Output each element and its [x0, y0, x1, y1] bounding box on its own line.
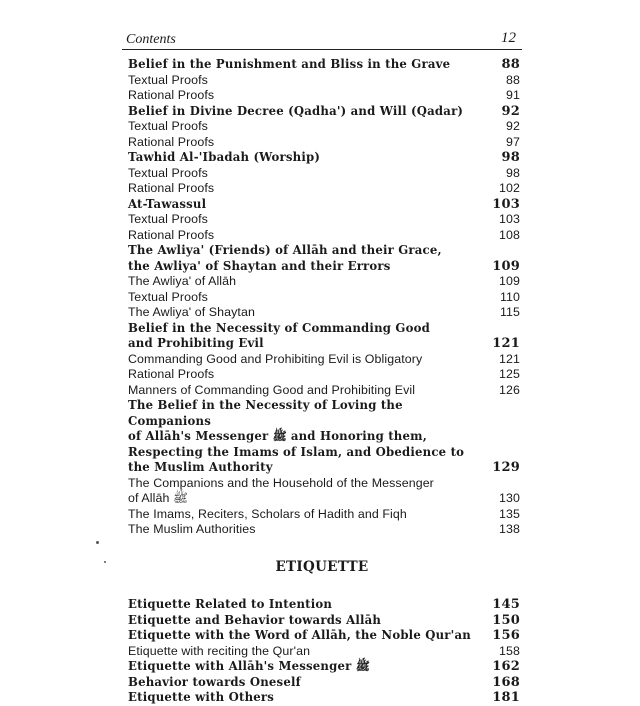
toc-entry-page: 115	[499, 305, 520, 319]
toc-entry-page: 138	[499, 522, 520, 536]
toc-entry-page: 97	[506, 134, 520, 149]
toc-entry	[128, 166, 520, 182]
toc-entry-page: 88	[501, 57, 520, 72]
toc-entry-title: Etiquette with the Word of Allāh, the Noble Qur'an	[128, 628, 471, 642]
toc-entry-page: 150	[492, 612, 520, 628]
toc-entry-title: Rational Proofs	[128, 134, 215, 149]
toc-entry-title: Rational Proofs	[128, 367, 215, 381]
toc-entry	[128, 119, 520, 135]
toc-entry	[128, 243, 520, 274]
toc-entry	[128, 135, 520, 151]
toc-entry-title: Rational Proofs	[128, 88, 215, 102]
toc-entry	[128, 73, 520, 89]
toc-entry-page: 102	[499, 181, 520, 195]
toc-entry	[128, 476, 520, 507]
book-page	[122, 30, 522, 705]
toc-entry-title: The Awliya' of Allāh	[128, 274, 237, 288]
toc-entry	[128, 352, 520, 368]
toc-entry-title: Tawhid Al-'Ibadah (Worship)	[128, 150, 321, 164]
toc-entry-page: 121	[499, 351, 520, 366]
toc-entry-page: 109	[492, 258, 520, 274]
running-header-page-number: 12	[501, 30, 516, 46]
toc-entry-page: 130	[499, 491, 520, 505]
toc-entry	[128, 613, 520, 629]
running-header	[122, 30, 522, 48]
toc-entry	[128, 57, 520, 73]
toc-entry-title: Belief in the Necessity of Commanding Good and Prohibiting Evil	[128, 320, 430, 350]
toc-entry	[128, 104, 520, 120]
toc-entry-title: Etiquette with Allāh's Messenger ﷺ	[128, 659, 370, 673]
toc-entry-title: Etiquette with Others	[128, 690, 275, 704]
toc-entry-title: Behavior towards Oneself	[128, 674, 301, 689]
toc-list-etiquette	[128, 597, 520, 706]
toc-entry-title: The Muslim Authorities	[128, 522, 256, 536]
toc-entry-page: 110	[499, 289, 520, 304]
toc-entry-title: The Belief in the Necessity of Loving the Companions of Allāh's Messenger ﷺ and Honoring them, Respecting the Imams of Islam, and Obedience to the Muslim Authority	[128, 398, 465, 474]
toc-list	[128, 57, 520, 538]
toc-entry	[128, 659, 520, 675]
toc-entry-title: Rational Proofs	[128, 227, 215, 242]
toc-entry-page: 181	[492, 690, 520, 705]
toc-entry-title: Belief in Divine Decree (Qadha') and Will (Qadar)	[128, 103, 464, 118]
toc-entry	[128, 383, 520, 399]
toc-entry-title: Etiquette Related to Intention	[128, 597, 333, 611]
toc-entry-page: 98	[506, 165, 520, 180]
toc-entry-title: Etiquette and Behavior towards Allāh	[128, 612, 382, 627]
toc-entry-title: Textual Proofs	[128, 165, 208, 180]
paper-speck	[104, 561, 106, 563]
toc-entry-title: At-Tawassul	[128, 196, 207, 211]
header-rule	[122, 49, 522, 50]
toc-entry	[128, 305, 520, 321]
toc-entry-title: Rational Proofs	[128, 181, 215, 195]
toc-entry-page: 145	[492, 597, 520, 612]
toc-entry	[128, 212, 520, 228]
toc-entry-title: The Imams, Reciters, Scholars of Hadith and Fiqh	[128, 506, 407, 521]
toc-entry-page: 103	[492, 196, 520, 212]
toc-entry	[128, 675, 520, 691]
toc-entry	[128, 367, 520, 383]
toc-entry-page: 103	[499, 212, 520, 226]
toc-entry-page: 91	[506, 88, 520, 102]
toc-entry-page: 121	[492, 336, 520, 351]
toc-entry-page: 129	[492, 460, 520, 475]
toc-entry	[128, 628, 520, 644]
toc-entry	[128, 522, 520, 538]
section-title: ETIQUETTE	[275, 559, 369, 575]
toc-entry-page: 108	[499, 227, 520, 242]
toc-entry-page: 98	[501, 150, 520, 165]
running-header-title: Contents	[126, 32, 176, 47]
toc-entry	[128, 228, 520, 244]
toc-entry	[128, 88, 520, 104]
toc-entry	[128, 150, 520, 166]
toc-entry	[128, 197, 520, 213]
toc-entry	[128, 181, 520, 197]
toc-entry-title: The Awliya' (Friends) of Allāh and their Grace, the Awliya' of Shaytan and their Errors	[128, 243, 442, 273]
toc-entry	[128, 398, 520, 476]
toc-entry	[128, 507, 520, 523]
toc-entry-page: 156	[492, 628, 520, 643]
toc-entry-page: 126	[499, 382, 520, 397]
toc-entry-page: 92	[501, 103, 520, 119]
toc-entry-title: Textual Proofs	[128, 119, 208, 133]
toc-entry-page: 109	[499, 274, 520, 288]
toc-entry-page: 135	[499, 506, 520, 521]
toc-entry-title: Textual Proofs	[128, 212, 208, 226]
toc-entry-page: 88	[506, 72, 520, 87]
toc-entry-title: The Companions and the Household of the Messenger of Allāh ﷺ	[128, 475, 434, 505]
toc-entry-title: Textual Proofs	[128, 289, 208, 304]
toc-entry-title: Commanding Good and Prohibiting Evil is Obligatory	[128, 351, 423, 366]
toc-entry-page: 125	[499, 367, 520, 381]
paper-speck	[96, 541, 99, 544]
toc-entry-page: 168	[492, 674, 520, 690]
toc-entry-title: Manners of Commanding Good and Prohibiting Evil	[128, 382, 416, 397]
toc-entry-title: Etiquette with reciting the Qur'an	[128, 643, 311, 658]
toc-entry	[128, 321, 520, 352]
toc-entry-title: The Awliya' of Shaytan	[128, 305, 255, 319]
toc-entry-page: 92	[506, 119, 520, 133]
toc-entry-title: Textual Proofs	[128, 72, 208, 87]
toc-entry	[128, 274, 520, 290]
toc-entry-page: 158	[499, 643, 520, 658]
toc-entry	[128, 644, 520, 660]
toc-entry-title: Belief in the Punishment and Bliss in the Grave	[128, 57, 451, 71]
toc-entry-page: 162	[492, 659, 520, 674]
toc-entry	[128, 597, 520, 613]
toc-entry	[128, 290, 520, 306]
